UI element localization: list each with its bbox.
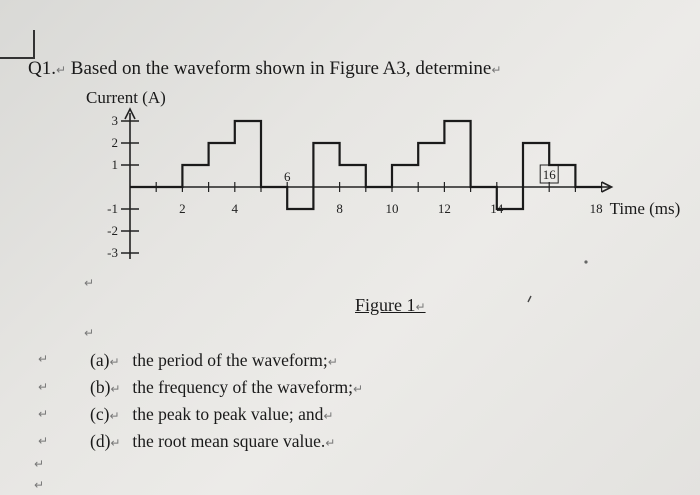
x-tick-label: 10 — [385, 201, 399, 216]
x-tick-label: 14 — [490, 201, 504, 216]
x-tick-label: 16 — [542, 167, 556, 182]
speck-mark — [584, 260, 587, 263]
y-tick-label: 2 — [111, 135, 118, 150]
return-mark-icon: ↵ — [84, 326, 95, 340]
question-part-d — [90, 431, 335, 452]
return-mark-icon: ↵ — [110, 436, 121, 450]
x-tick-label: 18 — [589, 201, 603, 216]
question-part-a — [90, 350, 338, 371]
return-mark-icon: ↵ — [352, 382, 364, 396]
y-axis-label: Current (A) — [86, 88, 166, 107]
x-axis-label: Time (ms) — [609, 199, 681, 218]
part-label: (a) — [90, 350, 110, 370]
question-part-c — [90, 404, 333, 425]
return-mark-icon: ↵ — [323, 409, 334, 423]
return-mark-icon: ↵ — [38, 352, 49, 366]
part-text: the period of the waveform; — [132, 350, 328, 370]
return-mark-icon: ↵ — [109, 409, 120, 423]
return-mark-icon: ↵ — [34, 457, 45, 471]
part-label: (d) — [90, 431, 111, 451]
part-text: the root mean square value. — [132, 431, 326, 451]
return-mark-icon: ↵ — [38, 434, 49, 448]
question-part-b — [90, 377, 363, 398]
part-label: (c) — [90, 404, 110, 424]
return-mark-icon: ↵ — [55, 63, 67, 77]
question-number: Q1. — [28, 58, 56, 79]
x-tick-label: 4 — [231, 201, 239, 216]
part-text: the frequency of the waveform; — [132, 377, 353, 397]
return-mark-icon: ↵ — [415, 300, 426, 314]
return-mark-icon: ↵ — [34, 478, 45, 492]
question-text: Based on the waveform shown in Figure A3, determine — [70, 58, 492, 79]
x-tick-label: 2 — [179, 201, 186, 216]
return-mark-icon: ↵ — [109, 355, 120, 369]
return-mark-icon: ↵ — [325, 436, 336, 450]
return-mark-icon: ↵ — [84, 276, 95, 290]
part-text: the peak to peak value; and — [132, 404, 324, 424]
y-tick-label: -2 — [107, 223, 118, 238]
y-tick-label: -3 — [107, 245, 118, 260]
return-mark-icon: ↵ — [491, 63, 502, 77]
figure-caption — [355, 295, 426, 316]
speck-mark — [528, 296, 531, 302]
x-tick-label: 6 — [283, 169, 291, 184]
return-mark-icon: ↵ — [38, 407, 49, 421]
y-tick-label: 1 — [111, 157, 118, 172]
y-tick-label: 3 — [111, 113, 118, 128]
y-tick-label: -1 — [107, 201, 118, 216]
figure-caption-text: Figure 1 — [355, 295, 416, 315]
return-mark-icon: ↵ — [110, 382, 121, 396]
x-tick-label: 8 — [336, 201, 343, 216]
waveform-series-line — [130, 121, 602, 209]
part-label: (b) — [90, 377, 111, 397]
return-mark-icon: ↵ — [327, 355, 338, 369]
x-tick-label: 12 — [437, 201, 451, 216]
return-mark-icon: ↵ — [38, 380, 49, 394]
